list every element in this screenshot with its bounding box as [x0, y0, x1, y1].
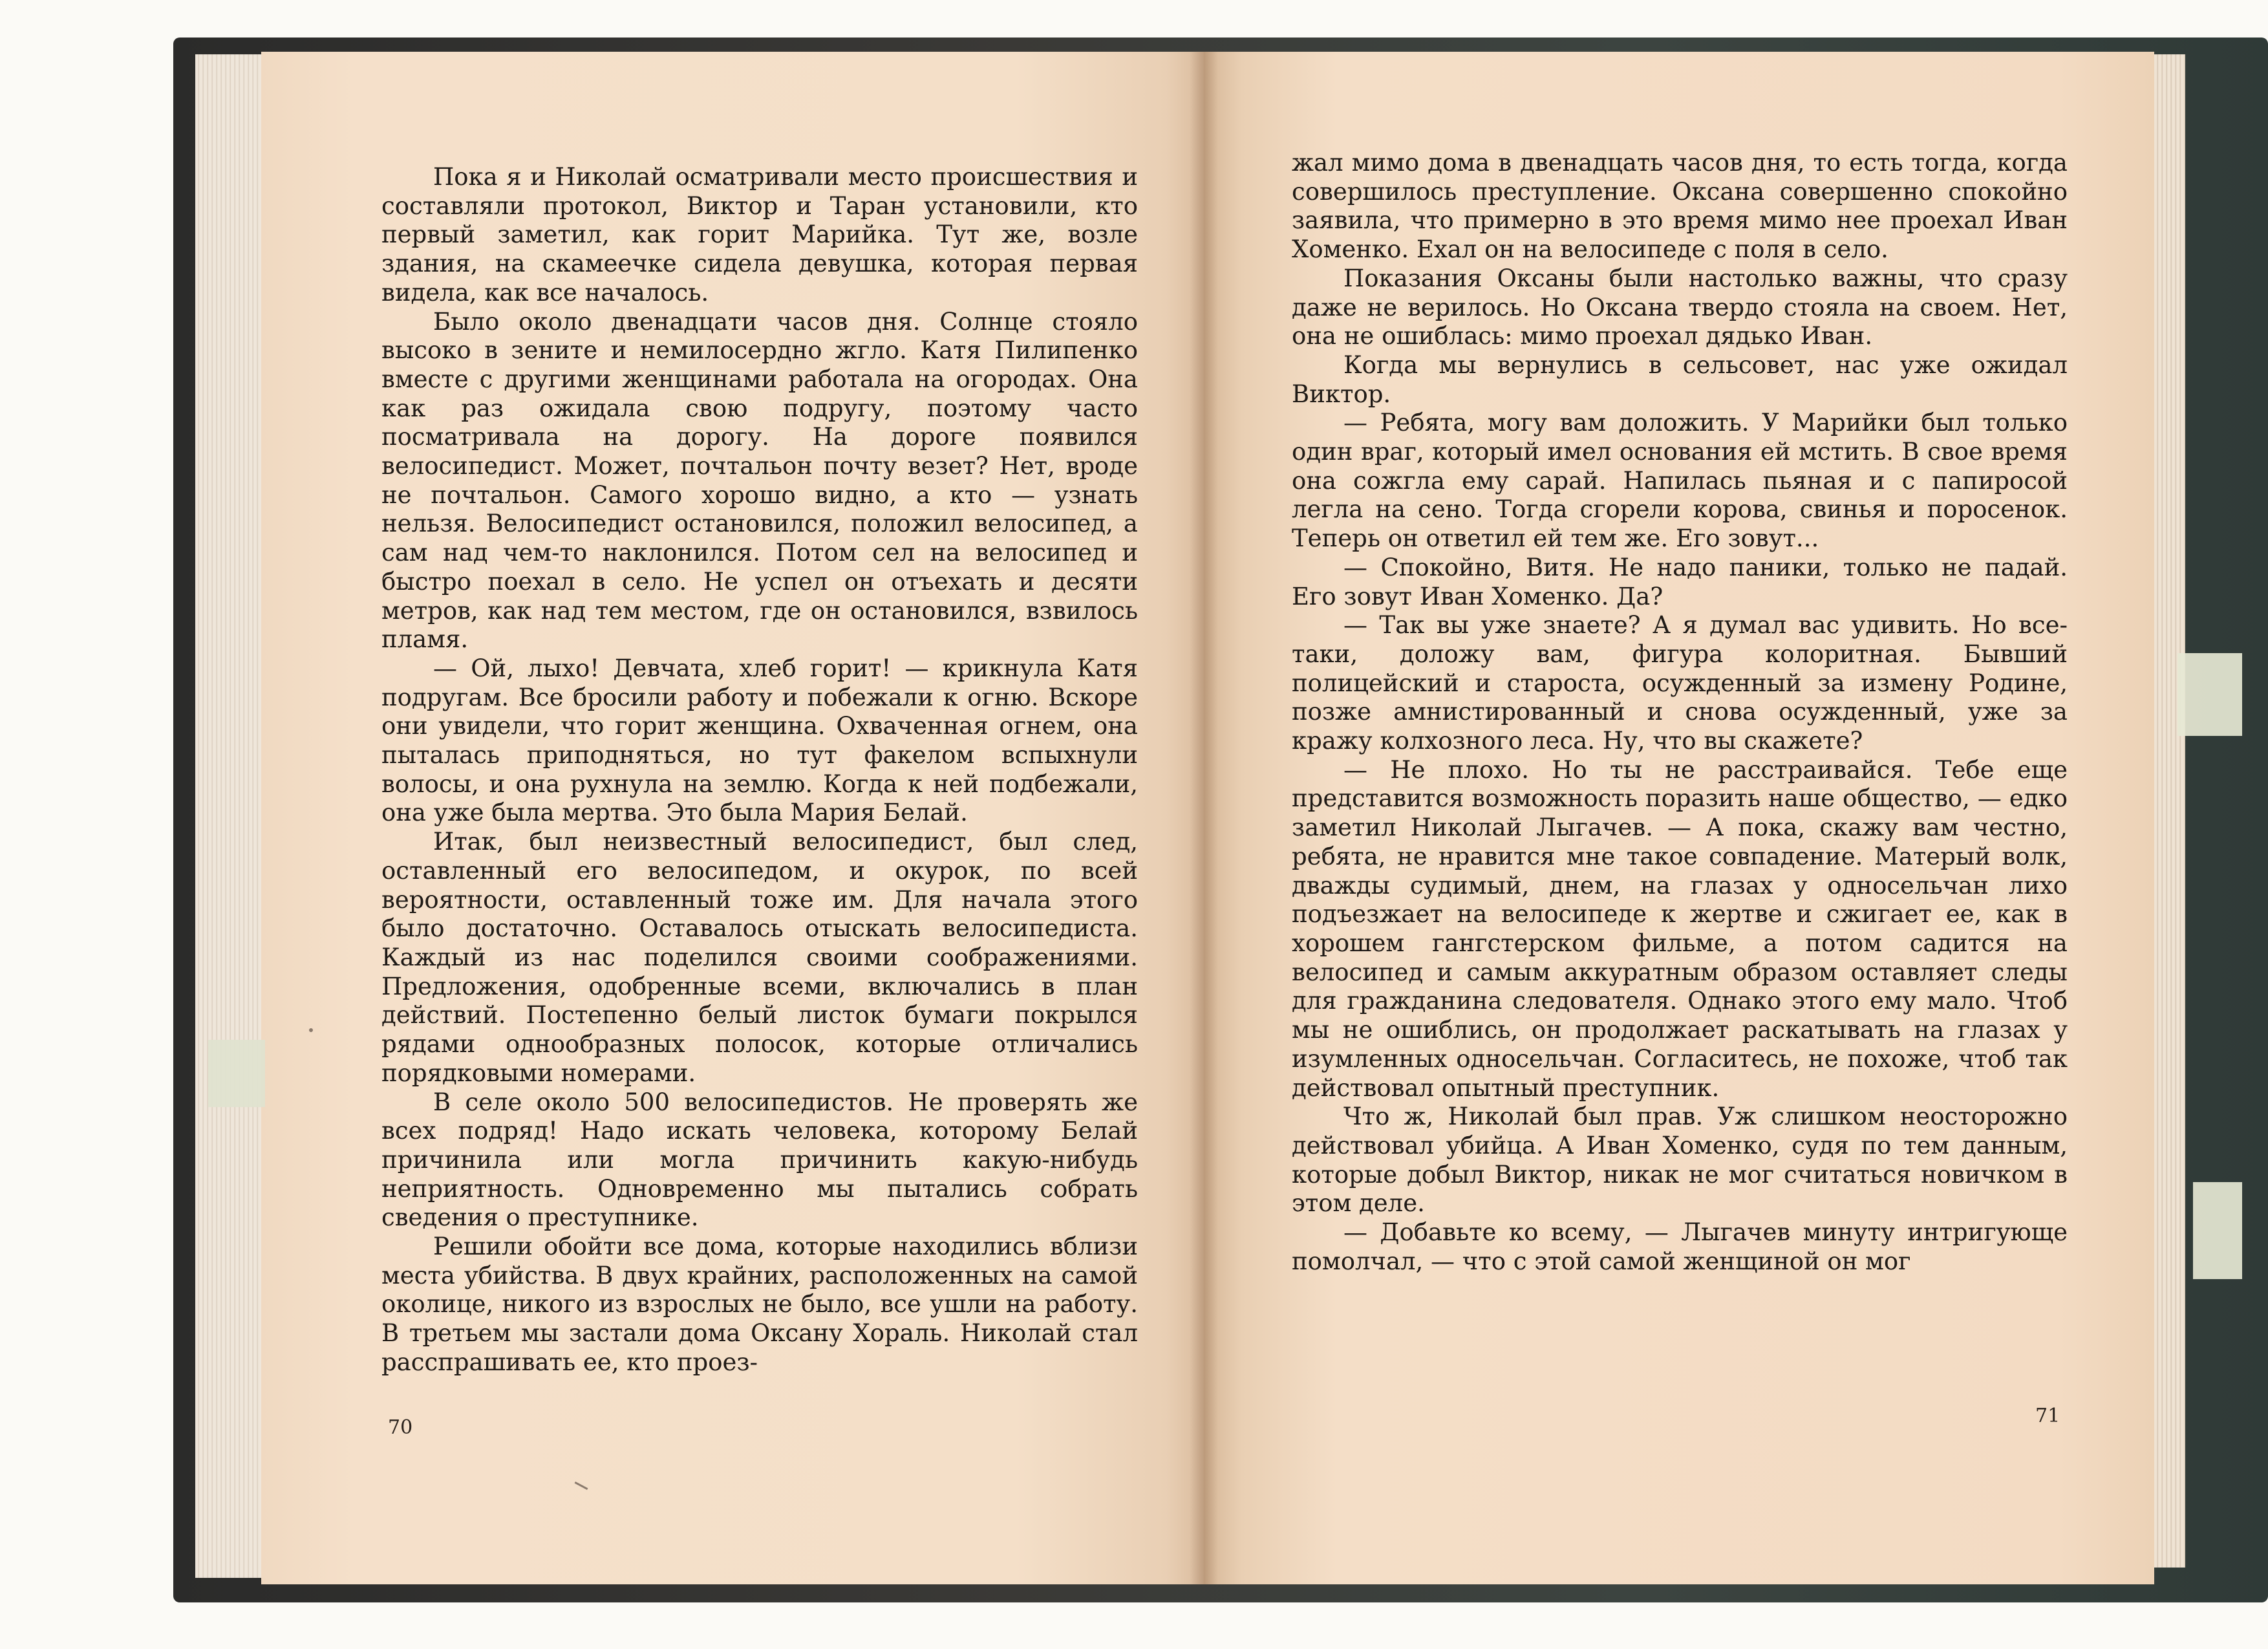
bookmark-tab-left [208, 1040, 265, 1107]
paragraph: Пока я и Николай осматривали место происшествия и составляли протокол, Виктор и Таран установили, кто первый заметил, как горит Марийка. Тут же, возле здания, на скамеечке сидела девушка, которая первая видела, как все началось. [381, 163, 1138, 307]
paragraph-continuation: жал мимо дома в двенадцать часов дня, то есть тогда, когда совершилось преступление. Оксана совершенно спокойно заявила, что примерно в это время мимо нее проехал Иван Хоменко. Ехал он на велосипеде с поля в село. [1292, 149, 2068, 264]
right-page-text [1292, 149, 2068, 1276]
page-edges-left [195, 54, 264, 1578]
paragraph: Когда мы вернулись в сельсовет, нас уже ожидал Виктор. [1292, 350, 2068, 408]
paragraph: — Спокойно, Витя. Не надо паники, только не падай. Его зовут Иван Хоменко. Да? [1292, 553, 2068, 610]
page-number-left: 70 [388, 1416, 413, 1439]
bookmark-tab-right-top [2177, 653, 2242, 736]
paragraph: Итак, был неизвестный велосипедист, был след, оставленный его велосипедом, и окурок, по всей вероятности, оставленный тоже им. Для начала этого было достаточно. Оставалось отыскать велосипедиста. Каждый из нас поделился своими соображениями. Предложения, одобренные всеми, включались в план действий. Постепенно белый листок бумаги покрылся рядами однообразных полосок, которые отличались порядковыми номерами. [381, 828, 1138, 1087]
paragraph: Решили обойти все дома, которые находились вблизи места убийства. В двух крайних, расположенных на самой околице, никого из взрослых не было, все ушли на работу. В третьем мы застали дома Оксану Хораль. Николай стал расспрашивать ее, кто проез- [381, 1233, 1138, 1376]
paragraph: Что ж, Николай был прав. Уж слишком неосторожно действовал убийца. А Иван Хоменко, судя по тем данным, которые добыл Виктор, никак не мог считаться новичком в этом деле. [1292, 1103, 2068, 1218]
paragraph: Показания Оксаны были настолько важны, что сразу даже не верилось. Но Оксана твердо стояла на своем. Нет, она не ошиблась: мимо проехал дядько Иван. [1292, 264, 2068, 350]
bookmark-tab-right-bottom [2193, 1182, 2242, 1279]
speck-mark [309, 1028, 313, 1032]
paragraph: — Так вы уже знаете? А я думал вас удивить. Но все-таки, доложу вам, фигура колоритная. Бывший полицейский и староста, осужденный за измену Родине, позже амнистированный и снова осужденный, уже за кражу колхозного леса. Ну, что вы скажете? [1292, 611, 2068, 755]
book-gutter [1190, 52, 1218, 1584]
page-number-right: 71 [2035, 1405, 2060, 1427]
paragraph: Было около двенадцати часов дня. Солнце стояло высоко в зените и немилосердно жгло. Катя Пилипенко вместе с другими женщинами работала на огородах. Она как раз ожидала свою подругу, поэтому часто посматривала на дорогу. На дороге появился велосипедист. Может, почтальон почту везет? Нет, вроде не почтальон. Самого хорошо видно, а кто — узнать нельзя. Велосипедист остановился, положил велосипед, а сам над чем-то наклонился. Потом сел на велосипед и быстро поехал в село. Не успел он отъехать и десяти метров, как над тем местом, где он остановился, взвилось пламя. [381, 307, 1138, 654]
left-page-text [381, 163, 1138, 1377]
paragraph: — Добавьте ко всему, — Лыгачев минуту интригующе помолчал, — что с этой самой женщиной он мог [1292, 1218, 2068, 1275]
page-edges-right [2154, 54, 2185, 1568]
paragraph: — Не плохо. Но ты не расстраивайся. Тебе еще представится возможность поразить наше общество, — едко заметил Николай Лыгачев. — А пока, скажу вам честно, ребята, не нравится мне такое совпадение. Матерый волк, дважды судимый, днем, на глазах у односельчан лихо подъезжает на велосипеде к жертве и сжигает ее, как в хорошем гангстерском фильме, а потом садится на велосипед и самым аккуратным образом оставляет следы для гражданина следователя. Однако этого ему мало. Чтоб мы не ошиблись, он продолжает раскатывать на глазах у изумленных односельчан. Согласитесь, не похоже, чтоб так действовал опытный преступник. [1292, 755, 2068, 1102]
paragraph: — Ребята, могу вам доложить. У Марийки был только один враг, который имел основания ей мстить. В свое время она сожгла ему сарай. Напилась пьяная и с папиросой легла на сено. Тогда сгорели корова, свинья и поросенок. Теперь он ответил ей тем же. Его зовут... [1292, 409, 2068, 553]
paragraph: — Ой, лыхо! Девчата, хлеб горит! — крикнула Катя подругам. Все бросили работу и побежали к огню. Вскоре они увидели, что горит женщина. Охваченная огнем, она пыталась приподняться, но тут факелом вспыхнули волосы, и она рухнула на землю. Когда к ней подбежали, она уже была мертва. Это была Мария Белай. [381, 654, 1138, 827]
paragraph: В селе около 500 велосипедистов. Не проверять же всех подряд! Надо искать человека, которому Белай причинила или могла причинить какую-нибудь неприятность. Одновременно мы пытались собрать сведения о преступнике. [381, 1088, 1138, 1232]
